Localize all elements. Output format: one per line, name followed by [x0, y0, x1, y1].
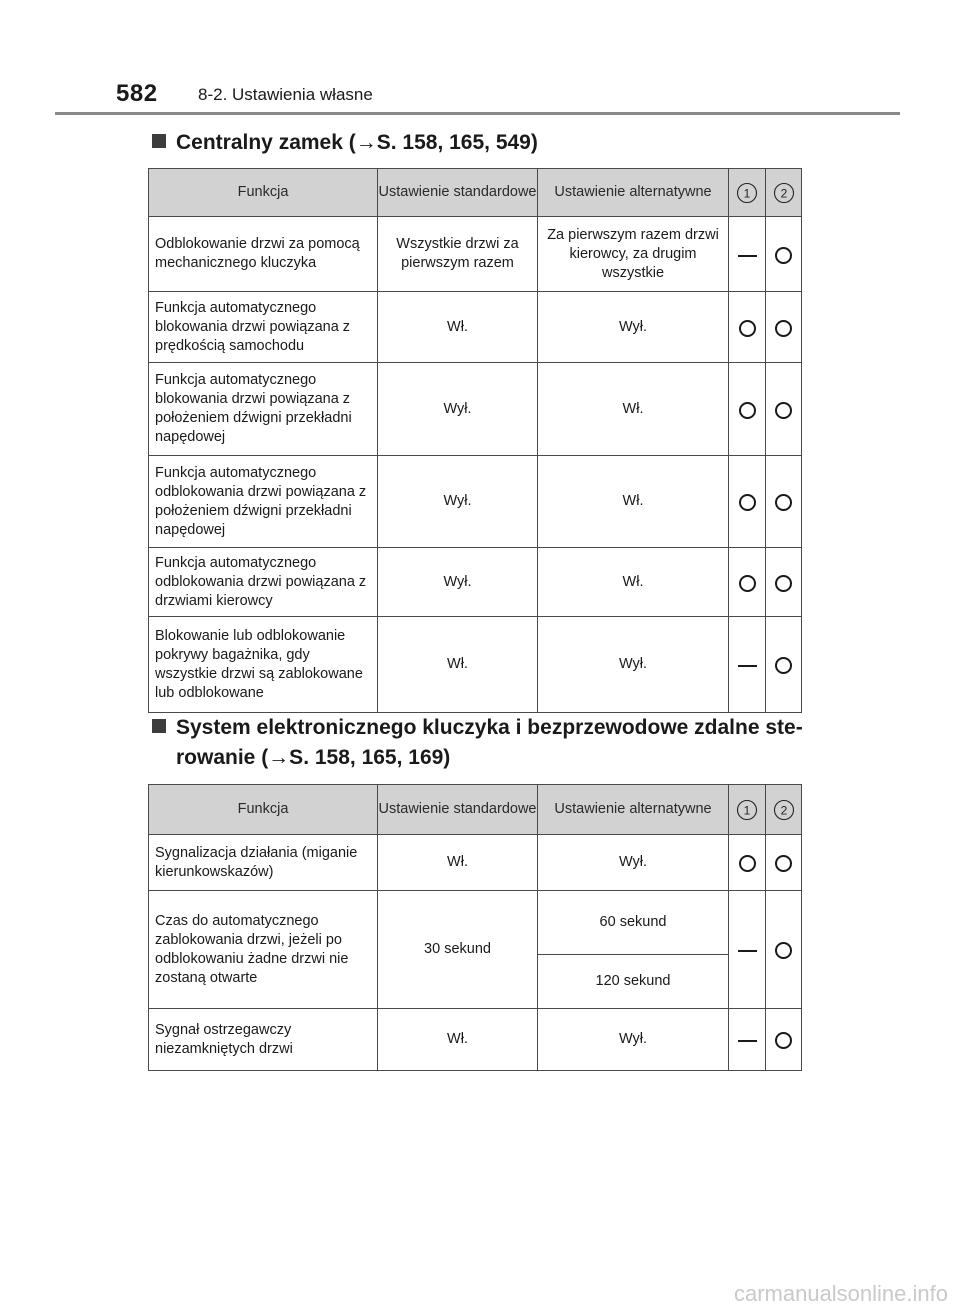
function-cell: Odblokowanie drzwi za pomocą mechanicznego kluczyka — [149, 217, 378, 292]
dash-mark-icon — [738, 1040, 757, 1042]
circle-mark-icon — [739, 575, 756, 592]
mark-2-cell — [766, 1009, 802, 1071]
mark-2-cell — [766, 292, 802, 363]
mark-1-cell — [729, 292, 766, 363]
standard-cell: Wł. — [378, 292, 538, 363]
page-number: 582 — [116, 80, 158, 107]
column-header-standard: Ustawienie standardowe — [378, 785, 538, 835]
circle-mark-icon — [775, 1032, 792, 1049]
circle-mark-icon — [739, 494, 756, 511]
table-row — [149, 456, 802, 548]
mark-2-cell — [766, 363, 802, 456]
watermark: carmanualsonline.info — [733, 1281, 948, 1306]
header-rule — [55, 112, 900, 115]
section2-heading — [152, 713, 803, 773]
section1-heading — [152, 128, 538, 158]
table-row — [149, 891, 802, 1009]
column-header-function: Funkcja — [149, 785, 378, 835]
circle-mark-icon — [739, 402, 756, 419]
column-header-1 — [729, 169, 766, 217]
section-path: 8-2. Ustawienia własne — [198, 85, 373, 104]
circle-mark-icon — [739, 320, 756, 337]
mark-1-cell — [729, 456, 766, 548]
mark-1-cell — [729, 1009, 766, 1071]
alternative-cell: Wył. — [538, 617, 729, 713]
alternative-cell: Wył. — [538, 1009, 729, 1071]
mark-2-cell — [766, 835, 802, 891]
section1-title: Centralny zamek (→S. 158, 165, 549) — [176, 131, 538, 154]
table-row — [149, 548, 802, 617]
function-cell: Funkcja automatycznego blokowania drzwi powiązana z położeniem dźwigni przekładni napędowej — [149, 363, 378, 456]
mark-1-cell — [729, 617, 766, 713]
function-cell: Blokowanie lub odblokowanie pokrywy bagażnika, gdy wszystkie drzwi są zablokowane lub odblokowane — [149, 617, 378, 713]
column-header-2 — [766, 169, 802, 217]
mark-1-cell — [729, 363, 766, 456]
square-bullet-icon — [152, 134, 166, 148]
circle-mark-icon — [775, 657, 792, 674]
svg-text:1: 1 — [743, 803, 751, 817]
table-row — [149, 217, 802, 292]
standard-cell: Wł. — [378, 617, 538, 713]
function-cell: Funkcja automatycznego odblokowania drzwi powiązana z drzwiami kierowcy — [149, 548, 378, 617]
circled-2-icon — [773, 182, 795, 204]
table-header-row — [149, 169, 802, 217]
circle-mark-icon — [775, 855, 792, 872]
mark-2-cell — [766, 617, 802, 713]
standard-cell: Wł. — [378, 835, 538, 891]
alternative-option-120: 120 sekund — [595, 973, 671, 989]
table-row — [149, 1009, 802, 1071]
dash-mark-icon — [738, 950, 757, 952]
mark-2-cell — [766, 548, 802, 617]
alternative-cell: Wł. — [538, 548, 729, 617]
mark-2-cell — [766, 456, 802, 548]
function-cell: Czas do automatycznego zablokowania drzwi, jeżeli po odblokowaniu żadne drzwi nie zostaną otwarte — [149, 891, 378, 1009]
alternative-cell: Wył. — [538, 835, 729, 891]
table-row — [149, 835, 802, 891]
column-header-standard: Ustawienie standardowe — [378, 169, 538, 217]
circle-mark-icon — [739, 855, 756, 872]
circle-mark-icon — [775, 320, 792, 337]
svg-text:2: 2 — [780, 186, 787, 200]
alternative-cell: Wł. — [538, 456, 729, 548]
function-cell: Sygnalizacja działania (miganie kierunkowskazów) — [149, 835, 378, 891]
standard-cell: Wył. — [378, 456, 538, 548]
central-lock-table — [148, 168, 802, 713]
standard-cell: Wył. — [378, 548, 538, 617]
svg-text:1: 1 — [743, 186, 751, 200]
circle-mark-icon — [775, 247, 792, 264]
standard-cell: Wszystkie drzwi za pierwszym razem — [378, 217, 538, 292]
column-header-2 — [766, 785, 802, 835]
square-bullet-icon — [152, 719, 166, 733]
mark-1-cell — [729, 835, 766, 891]
column-header-alternative: Ustawienie alternatywne — [538, 785, 729, 835]
circle-mark-icon — [775, 494, 792, 511]
circle-mark-icon — [775, 402, 792, 419]
table-row — [149, 617, 802, 713]
alternative-cell — [538, 891, 729, 1009]
mark-1-cell — [729, 548, 766, 617]
alternative-option-60: 60 sekund — [538, 891, 728, 955]
section2-title-line1: System elektronicznego kluczyka i bezprzewodowe zdalne ste- — [176, 716, 803, 739]
column-header-function: Funkcja — [149, 169, 378, 217]
standard-cell: 30 sekund — [378, 891, 538, 1009]
standard-cell: Wył. — [378, 363, 538, 456]
circle-mark-icon — [775, 942, 792, 959]
function-cell: Sygnał ostrzegawczy niezamkniętych drzwi — [149, 1009, 378, 1071]
dash-mark-icon — [738, 665, 757, 667]
mark-1-cell — [729, 891, 766, 1009]
svg-text:2: 2 — [780, 803, 787, 817]
circled-1-icon — [736, 799, 758, 821]
dash-mark-icon — [738, 255, 757, 257]
table-header-row — [149, 785, 802, 835]
function-cell: Funkcja automatycznego odblokowania drzwi powiązana z położeniem dźwigni przekładni napędowej — [149, 456, 378, 548]
circled-1-icon — [736, 182, 758, 204]
table-row — [149, 292, 802, 363]
standard-cell: Wł. — [378, 1009, 538, 1071]
alternative-cell: Za pierwszym razem drzwi kierowcy, za drugim wszystkie — [538, 217, 729, 292]
circled-2-icon — [773, 799, 795, 821]
mark-1-cell — [729, 217, 766, 292]
table-row — [149, 363, 802, 456]
mark-2-cell — [766, 217, 802, 292]
circle-mark-icon — [775, 575, 792, 592]
column-header-1 — [729, 785, 766, 835]
section2-title-line2: rowanie (→S. 158, 165, 169) — [176, 746, 451, 769]
alternative-cell: Wł. — [538, 363, 729, 456]
column-header-alternative: Ustawienie alternatywne — [538, 169, 729, 217]
page-header — [110, 80, 900, 116]
alternative-cell: Wył. — [538, 292, 729, 363]
smart-key-table — [148, 784, 802, 1071]
mark-2-cell — [766, 891, 802, 1009]
function-cell: Funkcja automatycznego blokowania drzwi powiązana z prędkością samochodu — [149, 292, 378, 363]
